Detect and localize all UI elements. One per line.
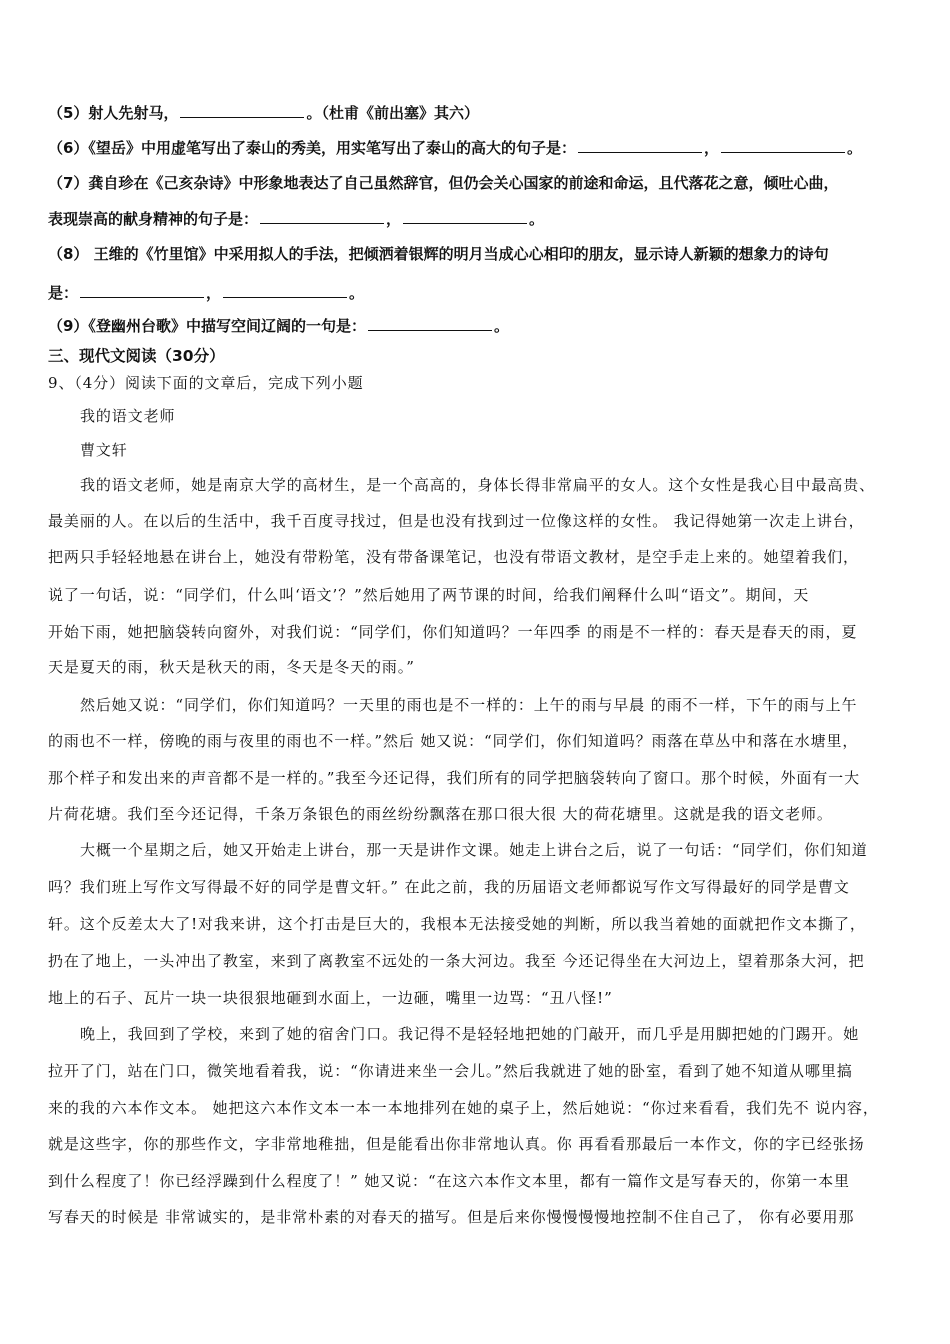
article-line: 的雨也不一样，傍晚的雨与夜里的雨也不一样。”然后 她又说：“同学们，你们知道吗？雨落在草丛中和落在水塘里， — [48, 732, 859, 750]
question-7-line-2 — [48, 209, 544, 229]
period: 。 — [349, 284, 365, 302]
article-line: 轩。这个反差太大了!对我来讲，这个打击是巨大的，我根本无法接受她的判断，所以我当着她的面就把作文本撕了， — [48, 915, 866, 933]
article-line: 大概一个星期之后，她又开始走上讲台，那一天是讲作文课。她走上讲台之后，说了一句话：“同学们，你们知道 — [80, 841, 868, 859]
article-line: 就是这些字，你的那些作文，字非常地稚拙，但是能看出你非常地认真。你 再看看那最后一本作文，你的字已经张扬 — [48, 1135, 865, 1153]
question-intro: 9、（4分）阅读下面的文章后，完成下列小题 — [48, 374, 364, 392]
question-5 — [48, 103, 479, 123]
question-8-line-2 — [48, 283, 364, 303]
article-line: 天是夏天的雨，秋天是秋天的雨，冬天是冬天的雨。” — [48, 658, 415, 676]
article-line: 到什么程度了！你已经浮躁到什么程度了！” 她又说：“在这六本作文本里，都有一篇作文是写春天的，你第一本里 — [48, 1172, 850, 1190]
question-8-line-1: （8） 王维的《竹里馆》中采用拟人的手法，把倾洒着银辉的明月当成心心相印的朋友，显示诗人新颖的想象力的诗句 — [48, 245, 829, 263]
answer-blank[interactable] — [180, 103, 304, 118]
answer-blank[interactable] — [80, 283, 204, 298]
article-line: 写春天的时候是 非常诚实的，是非常朴素的对春天的描写。但是后来你慢慢慢慢地控制不住自己了， 你有必要用那 — [48, 1208, 855, 1226]
section-title: 三、现代文阅读（30分） — [48, 347, 225, 365]
article-line: 开始下雨，她把脑袋转向窗外，对我们说：“同学们，你们知道吗？一年四季 的雨是不一样的：春天是春天的雨，夏 — [48, 623, 858, 641]
period: 。 — [529, 210, 545, 228]
question-5-source: 。（杜甫《前出塞》其六） — [306, 104, 479, 122]
article-line: 吗？我们班上写作文写得最不好的同学是曹文轩。” 在此之前，我的历届语文老师都说写作文写得最好的同学是曹文 — [48, 878, 850, 896]
question-9 — [48, 316, 509, 336]
separator: ， — [206, 284, 222, 302]
question-9-text: （9）《登幽州台歌》中描写空间辽阔的一句是： — [48, 317, 366, 335]
answer-blank[interactable] — [721, 138, 845, 153]
separator: ， — [703, 139, 719, 157]
article-title: 我的语文老师 — [80, 407, 176, 425]
answer-blank[interactable] — [260, 209, 384, 224]
article-line: 拉开了门，站在门口，微笑地看着我，说：“你请进来坐一会儿。”然后我就进了她的卧室，看到了她不知道从哪里搞 — [48, 1062, 853, 1080]
article-line: 来的我的六本作文本。 她把这六本作文本一本一本地排列在她的桌子上，然后她说：“你过来看看，我们先不 说内容， — [48, 1099, 879, 1117]
article-line: 然后她又说：“同学们，你们知道吗？一天里的雨也是不一样的：上午的雨与早晨 的雨不一样，下午的雨与上午 — [80, 696, 858, 714]
period: 。 — [846, 139, 862, 157]
answer-blank[interactable] — [368, 316, 492, 331]
article-line: 把两只手轻轻地悬在讲台上，她没有带粉笔，没有带备课笔记，也没有带语文教材，是空手走上来的。她望着我们， — [48, 548, 859, 566]
question-8-text: 是： — [48, 284, 79, 302]
answer-blank[interactable] — [223, 283, 347, 298]
question-7-line-1: （7）龚自珍在《己亥杂诗》中形象地表达了自己虽然辞官，但仍会关心国家的前途和命运，且代落花之意，倾吐心曲， — [48, 174, 839, 192]
article-line: 晚上，我回到了学校，来到了她的宿舍门口。我记得不是轻轻地把她的门敲开，而几乎是用脚把她的门踢开。她 — [80, 1025, 860, 1043]
question-6 — [48, 138, 862, 158]
separator: ， — [386, 210, 402, 228]
article-line: 我的语文老师，她是南京大学的高材生，是一个高高的，身体长得非常扁平的女人。这个女性是我心目中最高贵、 — [80, 476, 876, 494]
article-author: 曹文轩 — [80, 441, 128, 459]
article-line: 最美丽的人。在以后的生活中，我千百度寻找过，但是也没有找到过一位像这样的女性。 我记得她第一次走上讲台， — [48, 512, 865, 530]
article-line: 片荷花塘。我们至今还记得，千条万条银色的雨丝纷纷飘落在那口很大很 大的荷花塘里。这就是我的语文老师。 — [48, 805, 833, 823]
article-line: 那个样子和发出来的声音都不是一样的。”我至今还记得，我们所有的同学把脑袋转向了窗口。那个时候，外面有一大 — [48, 769, 860, 787]
period: 。 — [493, 317, 509, 335]
article-line: 扔在了地上，一头冲出了教室，来到了离教室不远处的一条大河边。我至 今还记得坐在大河边上，望着那条大河，把 — [48, 952, 865, 970]
article-line: 说了一句话，说：“同学们，什么叫‘语文’？”然后她用了两节课的时间，给我们阐释什么叫“语文”。期间，天 — [48, 586, 810, 604]
article-line: 地上的石子、瓦片一块一块很狠地砸到水面上，一边砸，嘴里一边骂：“丑八怪!” — [48, 989, 613, 1007]
question-6-text: （6）《望岳》中用虚笔写出了泰山的秀美，用实笔写出了泰山的高大的句子是： — [48, 139, 576, 157]
question-5-text: （5）射人先射马， — [48, 104, 179, 122]
answer-blank[interactable] — [403, 209, 527, 224]
question-7-text: 表现崇高的献身精神的句子是： — [48, 210, 259, 228]
answer-blank[interactable] — [578, 138, 702, 153]
